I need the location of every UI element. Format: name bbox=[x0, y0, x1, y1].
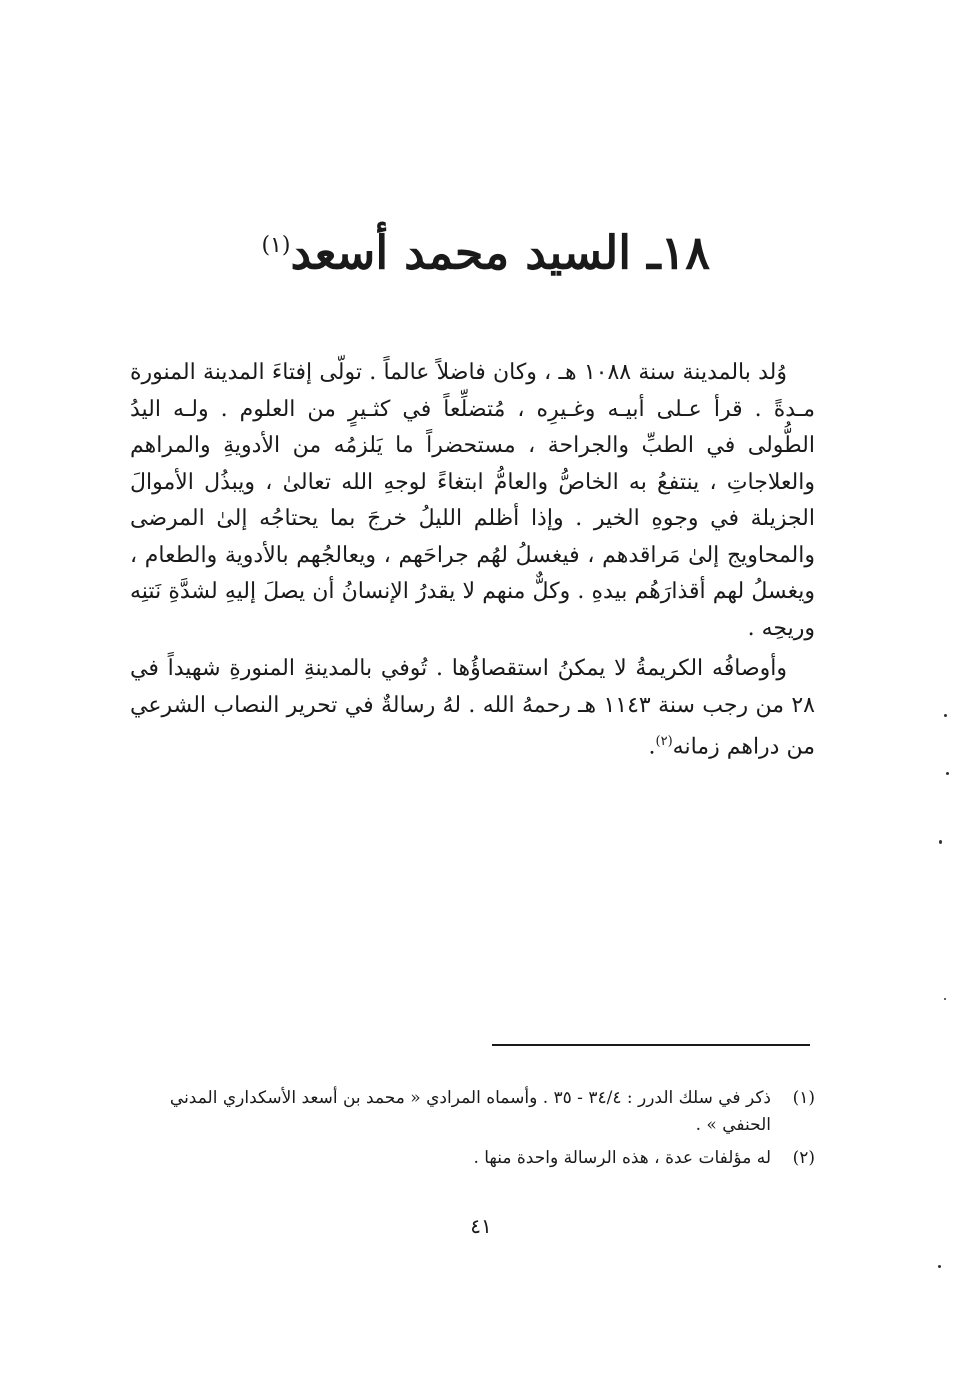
footnote-number: (١) bbox=[792, 1088, 815, 1108]
footnote-number: (٢) bbox=[792, 1148, 815, 1168]
paragraph-2-end: . bbox=[648, 734, 656, 760]
scan-speck bbox=[946, 772, 949, 775]
footnote-1 bbox=[125, 1085, 815, 1139]
footnote-text: ذكر في سلك الدرر : ٣٤/٤ - ٣٥ . وأسماه المرادي « محمد بن أسعد الأسكداري المدني الحنفي » . bbox=[169, 1088, 771, 1135]
page-number: ٤١ bbox=[470, 1214, 492, 1238]
footnote-divider bbox=[492, 1044, 810, 1046]
title-text: ١٨ـ السيد محمد أسعد bbox=[290, 225, 710, 280]
scan-speck bbox=[939, 840, 942, 844]
scan-speck bbox=[938, 1265, 941, 1268]
footnote-text: له مؤلفات عدة ، هذه الرسالة واحدة منها . bbox=[473, 1148, 771, 1168]
footnote-2 bbox=[125, 1145, 815, 1172]
title-footnote-marker: (١) bbox=[261, 232, 291, 258]
paragraph-2-text: وأوصافُه الكريمةُ لا يمكنُ استقصاؤُها . تُوفي بالمدينةِ المنورةِ شهيداً في ٢٨ من رجب سنة ١١٤٣ هـ رحمهُ الله . لهُ رسالةٌ في تحرير النصاب الشرعي من دراهم زمانه bbox=[130, 656, 815, 760]
footnotes bbox=[125, 1085, 815, 1178]
paragraph-2 bbox=[130, 651, 815, 766]
footnote-ref-2: (٢) bbox=[655, 734, 673, 749]
scan-speck bbox=[944, 714, 947, 717]
body-text bbox=[130, 355, 815, 766]
scan-speck bbox=[944, 998, 946, 1000]
page-title bbox=[220, 211, 710, 287]
paragraph-1: وُلد بالمدينة سنة ١٠٨٨ هـ ، وكان فاضلاً عالماً . تولّى إفتاءَ المدينة المنورة مـدةً . قرأ عـلى أبيـه وغـيرِه ، مُتضلِّعاً في كثـيرٍ من العلوم . ولـه اليدُ الطُّولى في الطبِّ والجراحة ، مستحضراً ما يَلزمُه من الأدويةِ والمراهم والعلاجاتِ ، ينتفعُ به الخاصُّ والعامُّ ابتغاءً لوجهِ الله تعالىٰ ، ويبذُل الأموالَ الجزيلة في وجوهِ الخير . وإذا أظلم الليلُ خرجَ بما يحتاجُه إلىٰ المرضى والمحاويج إلىٰ مَراقدهم ، فيغسلُ لهُم جراحَهم ، ويعالجُهم بالأدوية والطعام ، ويغسلُ لهم أقذارَهُم بيدهِ . وكلٌّ منهم لا يقدرُ الإنسانُ أن يصلَ إليهِ لشدَّةِ نَتنِه وريحِه . bbox=[130, 360, 816, 641]
